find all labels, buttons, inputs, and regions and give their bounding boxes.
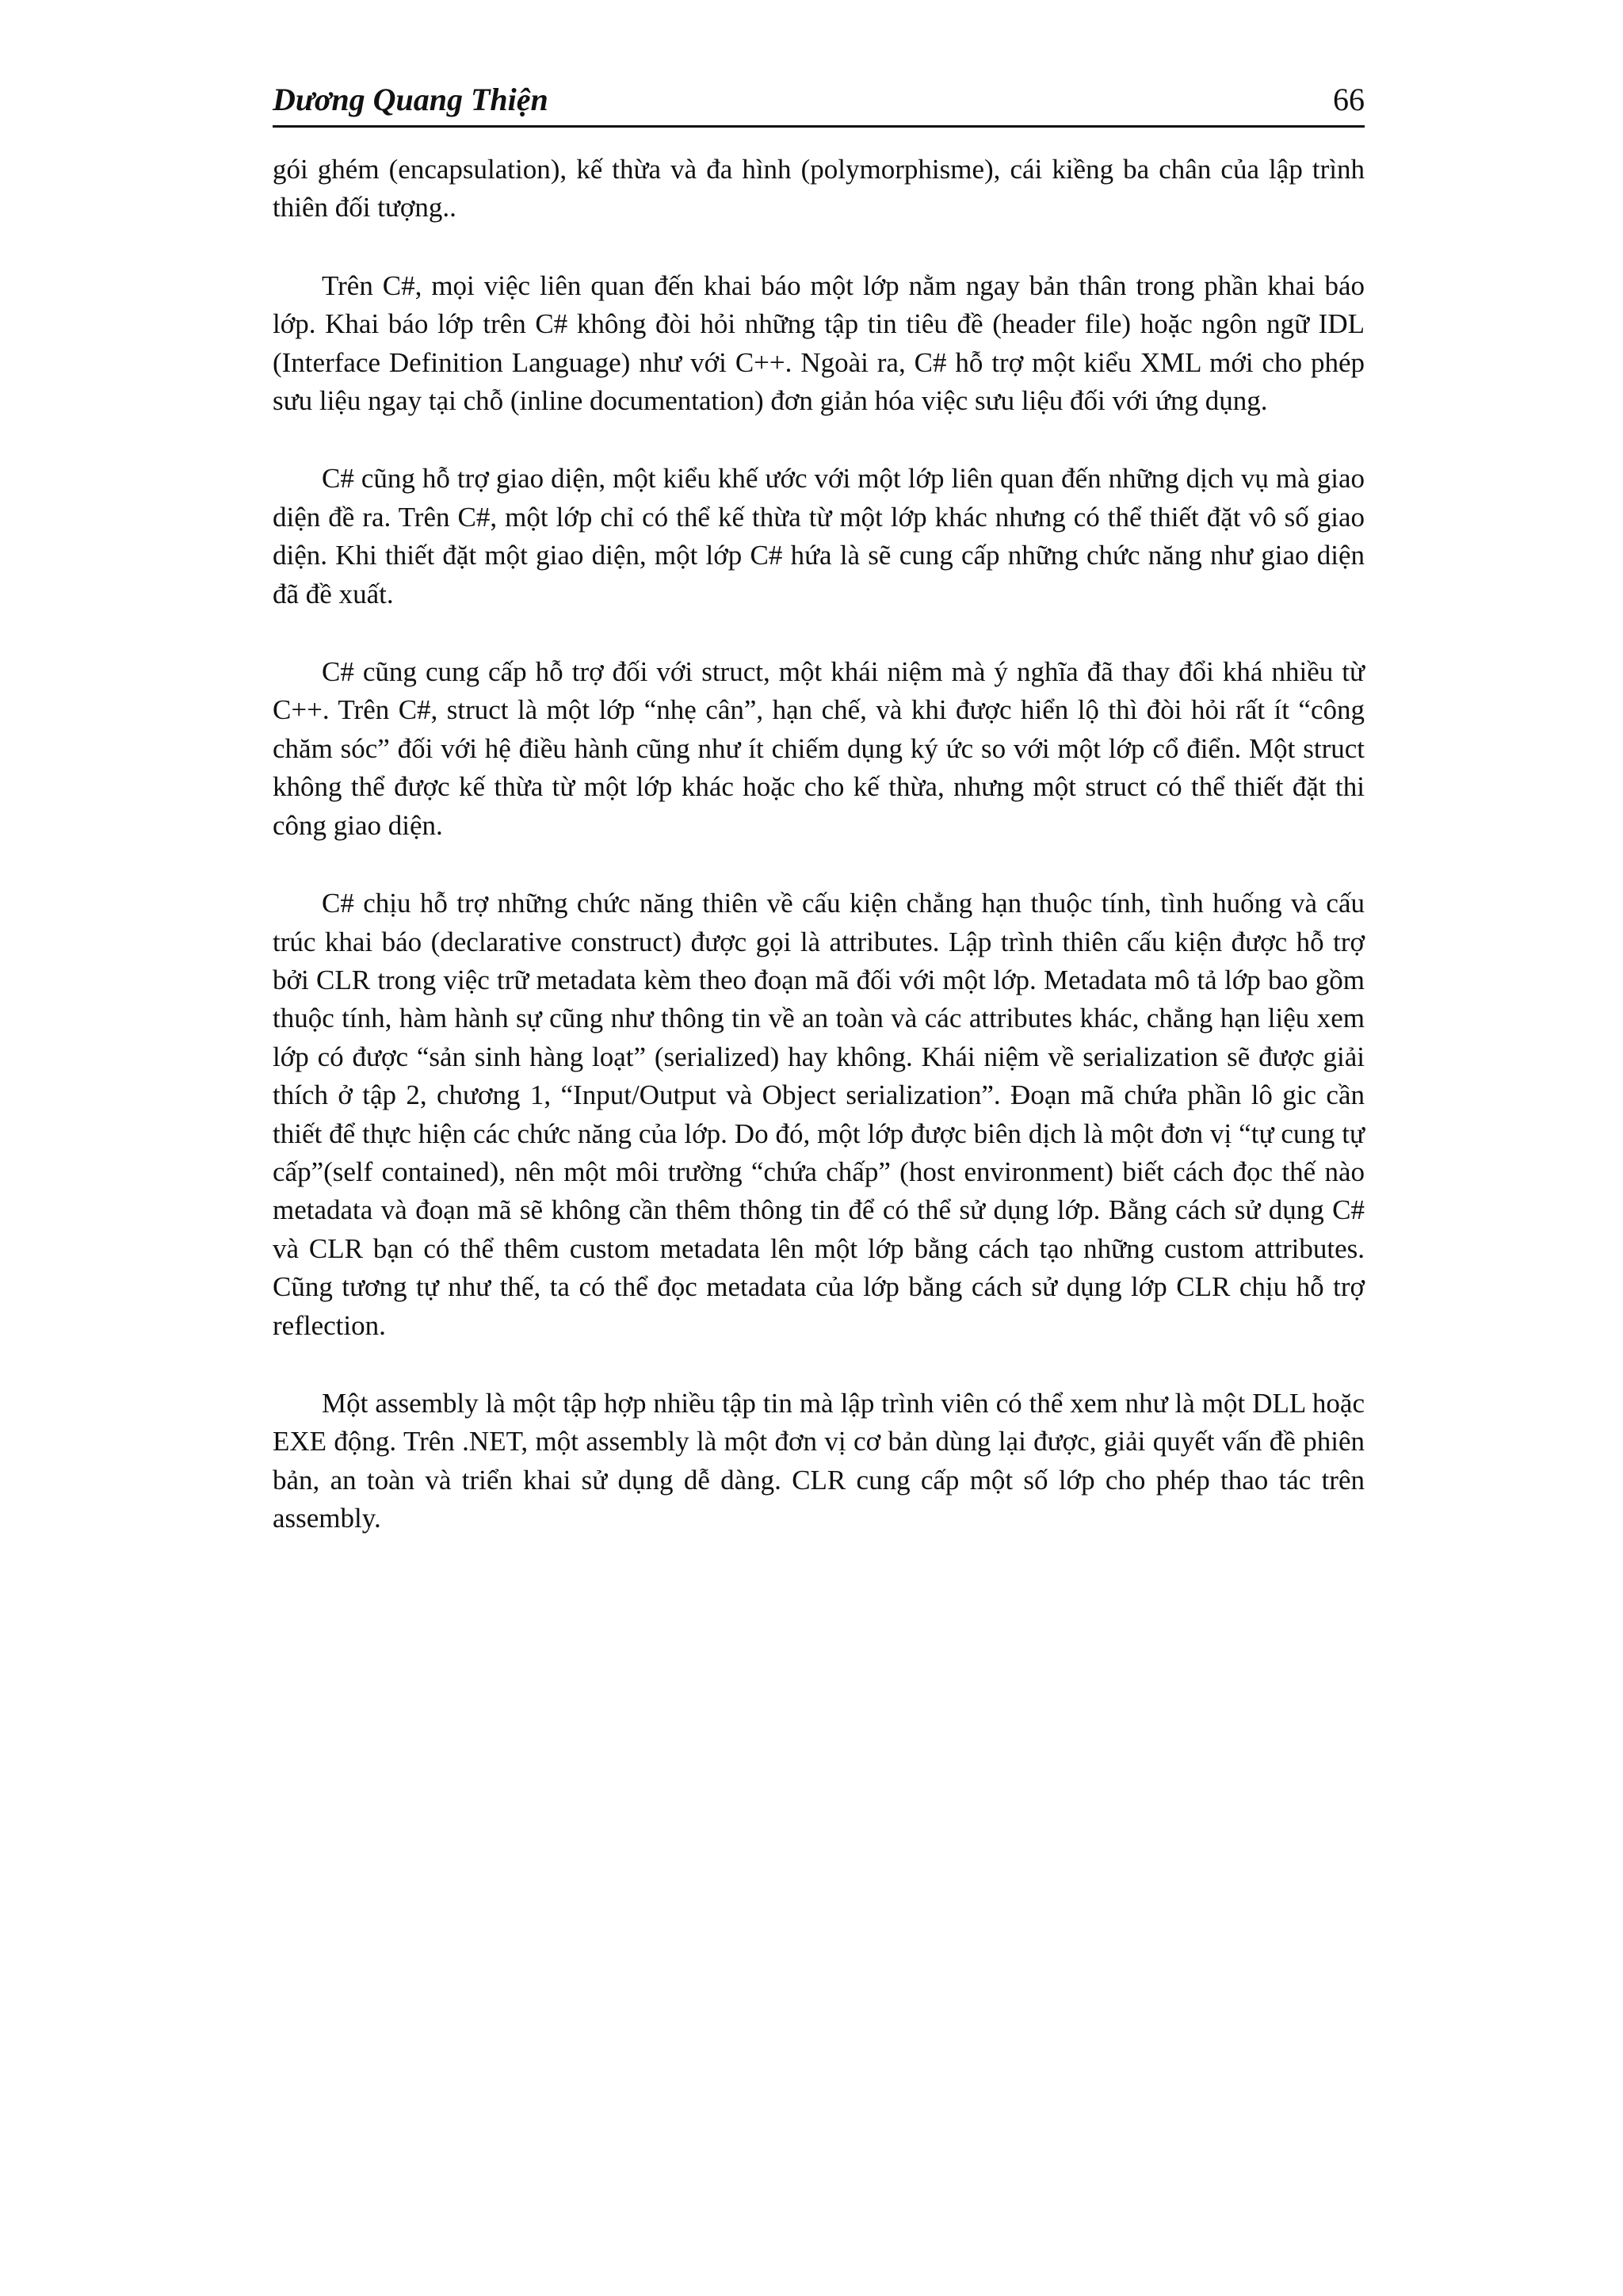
paragraph-5: C# chịu hỗ trợ những chức năng thiên về cấu kiện chẳng hạn thuộc tính, tình huống và cấu trúc khai báo (declarative construct) được gọi là attributes. Lập trình thiên cấu kiện được hỗ trợ bởi CLR trong việc trữ metadata kèm theo đoạn mã đối với một lớp. Metadata mô tả lớp bao gồm thuộc tính, hàm hành sự cũng như thông tin về an toàn và các attributes khác, chẳng hạn liệu xem lớp có được “sản sinh hàng loạt” (serialized) hay không. Khái niệm về serialization sẽ được giải thích ở tập 2, chương 1, “Input/Output và Object serialization”. Đoạn mã chứa phần lô gic cần thiết để thực hiện các chức năng của lớp. Do đó, một lớp được biên dịch là một đơn vị “tự cung tự cấp”(self contained), nên một môi trường “chứa chấp” (host environment) biết cách đọc thế nào metadata và đoạn mã sẽ không cần thêm thông tin để có thể sử dụng lớp. Bằng cách sử dụng C# và CLR bạn có thể thêm custom metadata lên một lớp bằng cách tạo những custom attributes. Cũng tương tự như thế, ta có thể đọc metadata của lớp bằng cách sử dụng lớp CLR chịu hỗ trợ reflection.	[273, 888, 1365, 1341]
paragraph-6: Một assembly là một tập hợp nhiều tập tin mà lập trình viên có thể xem như là một DLL hoặc EXE động. Trên .NET, một assembly là một đơn vị cơ bản dùng lại được, giải quyết vấn đề phiên bản, an toàn và triển khai sử dụng dễ dàng. CLR cung cấp một số lớp cho phép thao tác trên assembly.	[273, 1387, 1365, 1534]
page-header	[273, 76, 1365, 124]
paragraph-4: C# cũng cung cấp hỗ trợ đối với struct, một khái niệm mà ý nghĩa đã thay đổi khá nhiều từ C++. Trên C#, struct là một lớp “nhẹ cân”, hạn chế, và khi được hiển lộ thì đòi hỏi rất ít “công chăm sóc” đối với hệ điều hành cũng như ít chiếm dụng ký ức so với một lớp cổ điển. Một struct không thể được kế thừa từ một lớp khác hoặc cho kế thừa, nhưng một struct có thể thiết đặt thi công giao diện.	[273, 656, 1365, 841]
body-text	[273, 151, 1365, 1578]
paragraph-1: gói ghém (encapsulation), kế thừa và đa hình (polymorphisme), cái kiềng ba chân của lập trình thiên đối tượng..	[273, 154, 1365, 223]
header-rule	[273, 125, 1365, 128]
paragraph-3: C# cũng hỗ trợ giao diện, một kiểu khế ước với một lớp liên quan đến những dịch vụ mà giao diện đề ra. Trên C#, một lớp chỉ có thể kế thừa từ một lớp khác nhưng có thể thiết đặt vô số giao diện. Khi thiết đặt một giao diện, một lớp C# hứa là sẽ cung cấp những chức năng như giao diện đã đề xuất.	[273, 463, 1365, 609]
header-page-number: 66	[1333, 82, 1365, 117]
header-author: Dương Quang Thiện	[273, 82, 548, 117]
paragraph-2: Trên C#, mọi việc liên quan đến khai báo một lớp nằm ngay bản thân trong phần khai báo lớp. Khai báo lớp trên C# không đòi hỏi những tập tin tiêu đề (header file) hoặc ngôn ngữ IDL (Interface Definition Language) như với C++. Ngoài ra, C# hỗ trợ một kiểu XML mới cho phép sưu liệu ngay tại chỗ (inline documentation) đơn giản hóa việc sưu liệu đối với ứng dụng.	[273, 269, 1365, 417]
